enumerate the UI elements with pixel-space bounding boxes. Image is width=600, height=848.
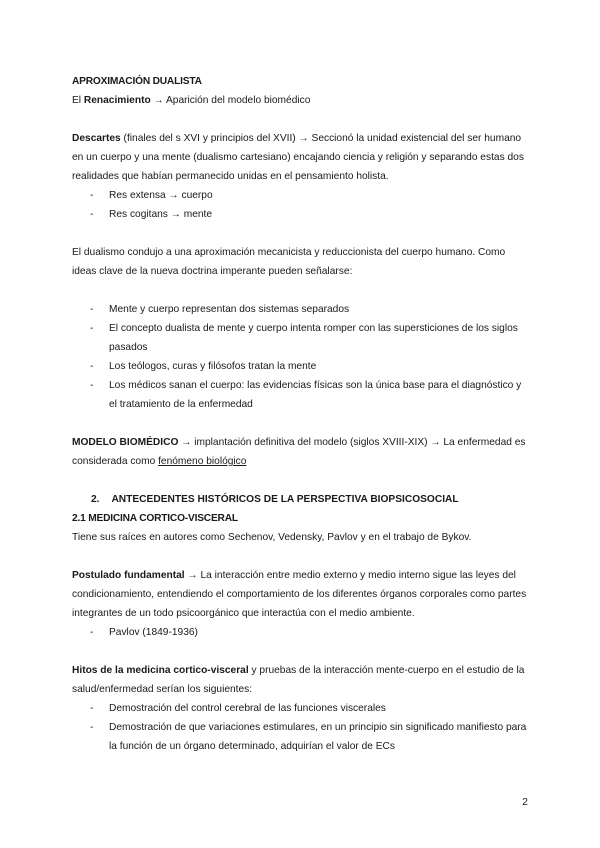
dualismo-list	[72, 300, 528, 414]
descartes-text: (finales del s XVI y principios del XVII) → Seccionó la unidad existencial del ser humano en un cuerpo y una mente (dualismo cartesiano) encajando ciencia y religión y separando estas dos realidades que habían permanecido unidas en el pensamiento holista.	[72, 133, 524, 182]
list-item: - Los médicos sanan el cuerpo: las evidencias físicas son la única base para el diagnóstico y el tratamiento de la enfermedad	[72, 376, 528, 414]
section-heading-2	[72, 490, 528, 509]
renacimiento-post: → Aparición del modelo biomédico	[150, 95, 311, 106]
list-item: - Mente y cuerpo representan dos sistemas separados	[72, 300, 528, 319]
list-item: - Demostración de que variaciones estimulares, en un principio sin significado manifiesto para la función de un órgano determinado, adquirían el valor de ECs	[72, 718, 528, 756]
subsection-title-2-1: 2.1 MEDICINA CORTICO-VISCERAL	[72, 513, 238, 524]
subsection-intro: Tiene sus raíces en autores como Sechenov, Vedensky, Pavlov y en el trabajo de Bykov.	[72, 532, 472, 543]
dualismo-paragraph: El dualismo condujo a una aproximación mecanicista y reduccionista del cuerpo humano. Como ideas clave de la nueva doctrina imperante pueden señalarse:	[72, 247, 506, 277]
hitos-text: y pruebas de la interacción mente-cuerpo en el estudio de la salud/enfermedad serían los siguientes:	[72, 665, 525, 695]
modelo-underlined: fenómeno biológico	[158, 456, 247, 467]
section-number: 2.	[91, 494, 100, 505]
list-item: - Res extensa → cuerpo	[72, 186, 528, 205]
modelo-bold: MODELO BIOMÉDICO →	[72, 437, 192, 448]
renacimiento-pre: El	[72, 95, 84, 106]
renacimiento-bold: Renacimiento	[83, 95, 151, 106]
hitos-bold: Hitos de la medicina cortico-visceral	[72, 665, 249, 676]
postulado-list	[72, 623, 528, 642]
list-item: - Los teólogos, curas y filósofos tratan la mente	[72, 357, 528, 376]
hitos-list	[72, 699, 528, 756]
renacimiento-line	[72, 91, 528, 110]
modelo-biomedico-paragraph	[72, 433, 528, 471]
modelo-text: implantación definitiva del modelo (siglos XVIII-XIX) → La enfermedad es considerada como	[72, 437, 526, 467]
postulado-paragraph	[72, 566, 528, 623]
postulado-text: → La interacción entre medio externo y medio interno sigue las leyes del condicionamiento, entendiendo el comportamiento de los diferentes órganos corporales como partes integrantes de un todo psicoorgánico que interactúa con el medio ambiente.	[72, 570, 527, 619]
section-heading-text: ANTECEDENTES HISTÓRICOS DE LA PERSPECTIVA BIOPSICOSOCIAL	[111, 494, 459, 505]
hitos-paragraph	[72, 661, 528, 699]
list-item: - Pavlov (1849-1936)	[72, 623, 528, 642]
descartes-paragraph	[72, 129, 528, 186]
section-title-aproximacion: APROXIMACIÓN DUALISTA	[72, 76, 202, 87]
page-content	[72, 72, 528, 756]
postulado-bold: Postulado fundamental	[72, 570, 185, 581]
page-number: 2	[522, 796, 528, 808]
list-item: - Res cogitans → mente	[72, 205, 528, 224]
descartes-list	[72, 186, 528, 224]
list-item: - El concepto dualista de mente y cuerpo intenta romper con las supersticiones de los siglos pasados	[72, 319, 528, 357]
list-item: - Demostración del control cerebral de las funciones viscerales	[72, 699, 528, 718]
descartes-bold: Descartes	[72, 133, 121, 144]
